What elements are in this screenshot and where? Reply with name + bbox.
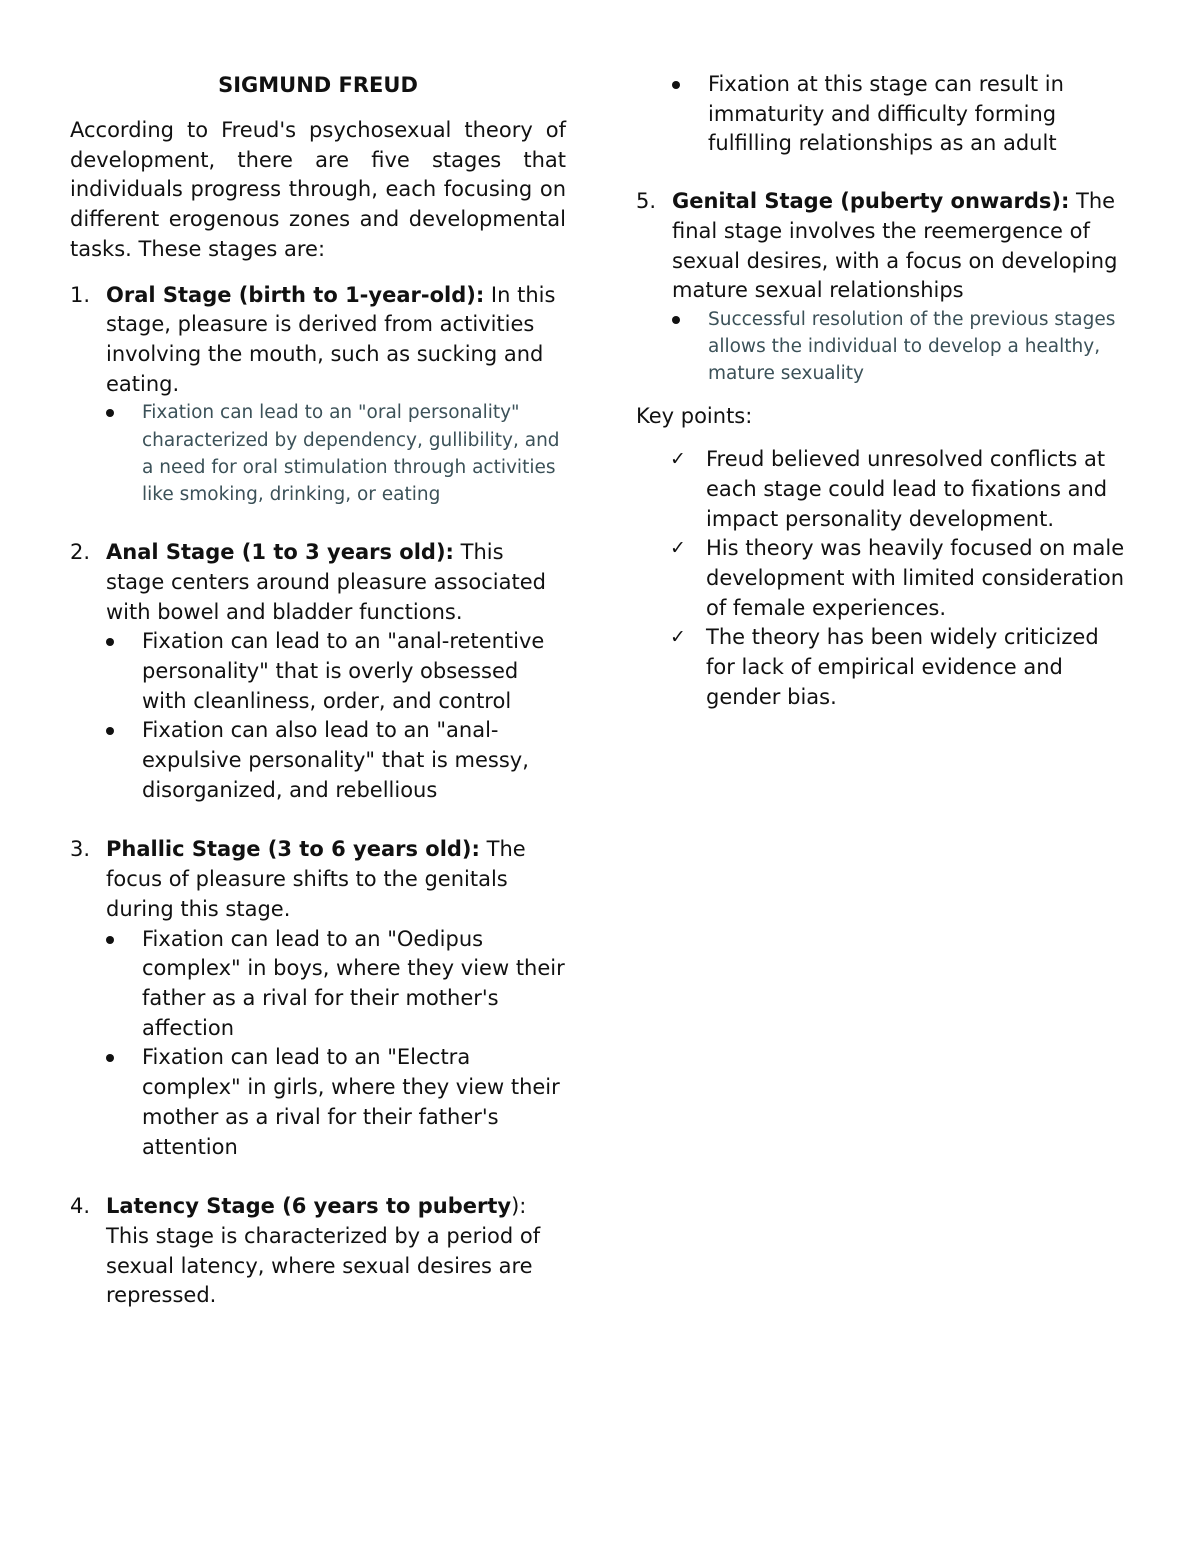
stage-anal-bullets	[70, 627, 566, 805]
left-column	[70, 70, 566, 1311]
list-item: Successful resolution of the previous stages allows the individual to develop a healthy, mature sexuality	[672, 306, 1130, 388]
stage-title: Latency Stage (6 years to puberty	[106, 1194, 512, 1219]
list-item: Fixation at this stage can result in immaturity and difficulty forming fulfilling relationships as an adult	[672, 70, 1130, 159]
stage-description: ): This stage is characterized by a period of sexual latency, where sexual desires are repressed.	[106, 1194, 541, 1308]
list-item: Fixation can also lead to an "anal-expulsive personality" that is messy, disorganized, and rebellious	[106, 716, 566, 805]
stage-title: Oral Stage (birth to 1-year-old):	[106, 282, 485, 307]
checkmark-icon: ✓	[670, 448, 686, 471]
stage-title: Anal Stage (1 to 3 years old):	[106, 540, 454, 565]
key-point-text: The theory has been widely criticized for lack of empirical evidence and gender bias.	[706, 625, 1099, 709]
checkmark-icon: ✓	[670, 537, 686, 560]
stage-oral-bullets	[70, 399, 566, 508]
stage-phallic	[70, 835, 566, 924]
stage-title: Phallic Stage (3 to 6 years old):	[106, 837, 480, 862]
page-title: SIGMUND FREUD	[218, 73, 418, 97]
checkmark-icon: ✓	[670, 626, 686, 649]
stage-number: 2.	[70, 540, 91, 565]
list-item: Fixation can lead to an "oral personality" characterized by dependency, gullibility, and a need for oral stimulation through activities like smoking, drinking, or eating	[106, 399, 566, 508]
stage-number: 4.	[70, 1194, 91, 1219]
list-item: Fixation can lead to an "anal-retentive personality" that is overly obsessed with cleanliness, order, and control	[106, 627, 566, 716]
stage-oral	[70, 281, 566, 400]
stage-description: The focus of pleasure shifts to the genitals during this stage.	[106, 837, 526, 921]
right-column	[636, 70, 1130, 713]
stage-latency-bullets	[636, 70, 1130, 159]
stage-number: 3.	[70, 837, 91, 862]
list-item	[670, 623, 1130, 712]
key-point-text: Freud believed unresolved conflicts at each stage could lead to fixations and impact personality development.	[706, 447, 1108, 531]
key-point-text: His theory was heavily focused on male development with limited consideration of female experiences.	[706, 536, 1125, 620]
list-item	[670, 445, 1130, 534]
stage-anal	[70, 538, 566, 627]
stage-number: 5.	[636, 189, 657, 214]
list-item	[670, 534, 1130, 623]
list-item: Fixation can lead to an "Oedipus complex" in boys, where they view their father as a rival for their mother's affection	[106, 925, 566, 1044]
key-points-list	[636, 445, 1130, 712]
key-points-heading: Key points:	[636, 403, 753, 428]
stage-description: In this stage, pleasure is derived from activities involving the mouth, such as sucking and eating.	[106, 282, 556, 396]
stage-description: This stage centers around pleasure associated with bowel and bladder functions.	[106, 540, 546, 624]
stage-genital-bullets	[636, 306, 1130, 388]
list-item: Fixation can lead to an "Electra complex" in girls, where they view their mother as a rival for their father's attention	[106, 1043, 566, 1162]
stage-title: Genital Stage (puberty onwards):	[672, 189, 1070, 214]
stage-description: The final stage involves the reemergence of sexual desires, with a focus on developing mature sexual relationships	[672, 189, 1118, 303]
intro-paragraph: According to Freud's psychosexual theory of development, there are five stages that individuals progress through, each focusing on different erogenous zones and developmental tasks. These stages are:	[70, 118, 566, 261]
stage-phallic-bullets	[70, 925, 566, 1163]
stage-number: 1.	[70, 282, 91, 307]
stage-genital	[636, 187, 1130, 306]
stage-latency	[70, 1192, 566, 1311]
